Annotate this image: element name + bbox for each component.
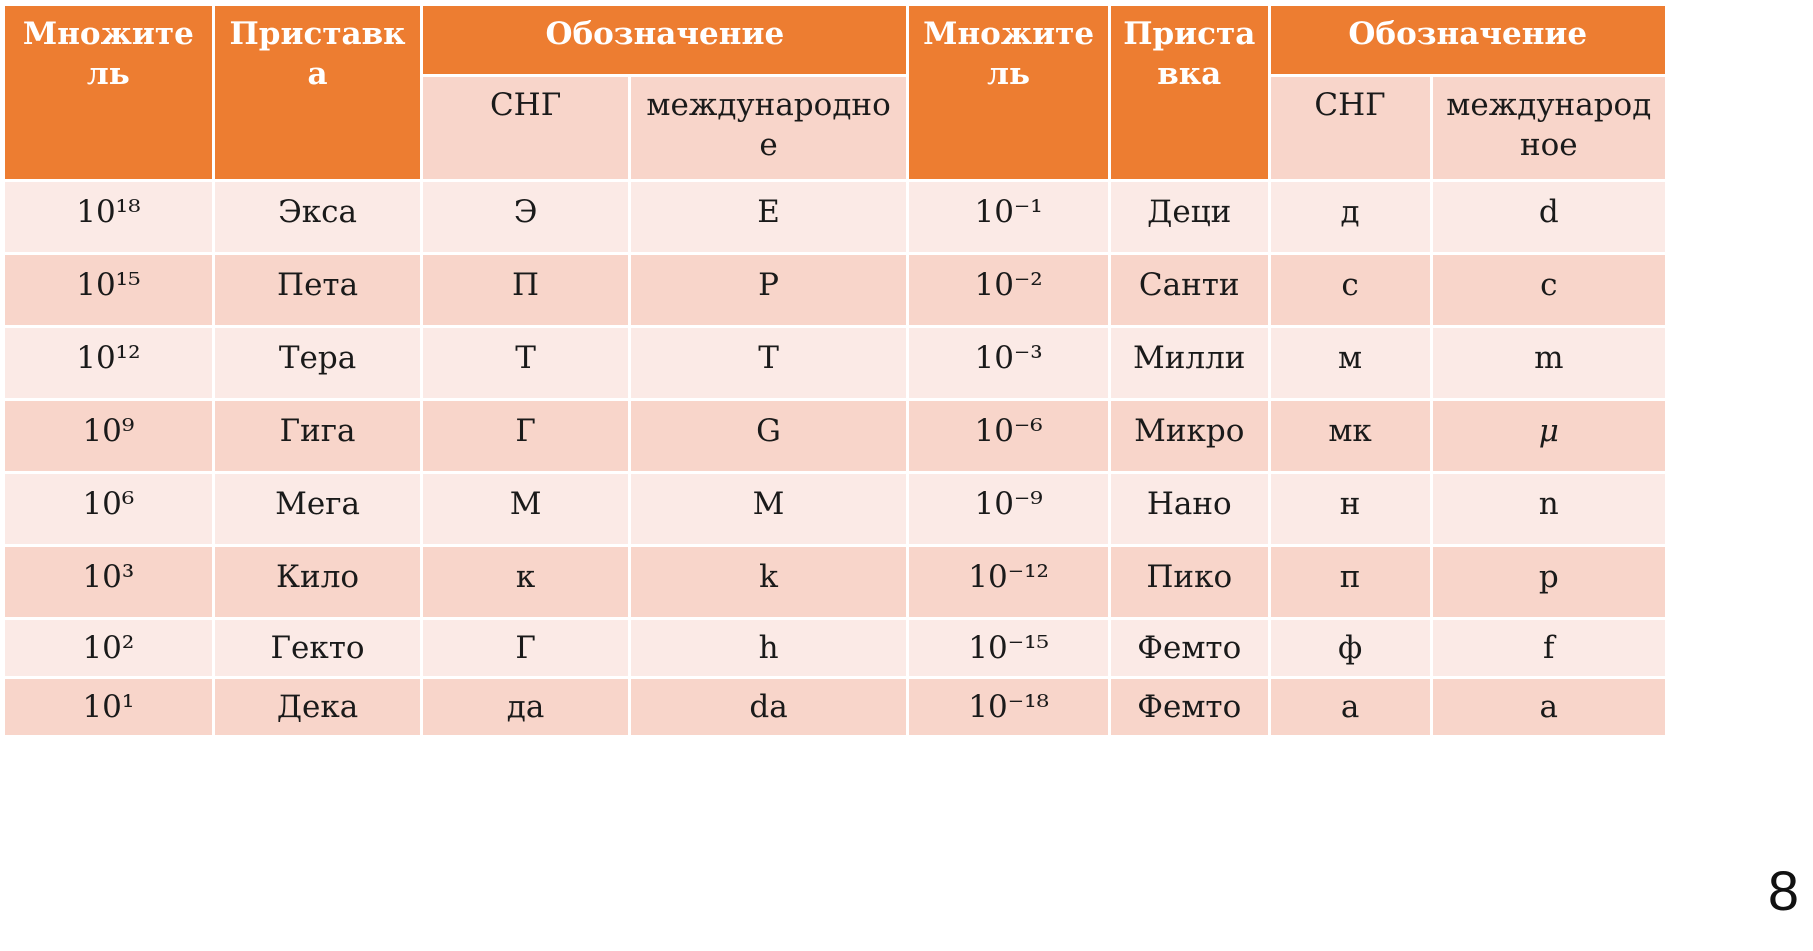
multiplier-cell: 10⁻⁶: [908, 400, 1110, 473]
prefix-cell: Микро: [1109, 400, 1269, 473]
intl-symbol-cell: E: [629, 181, 908, 254]
multiplier-cell: 10²: [4, 619, 214, 678]
subheader-intl-left: международно е: [629, 76, 908, 181]
prefix-cell: Санти: [1109, 254, 1269, 327]
prefix-cell: Гекто: [213, 619, 422, 678]
cis-symbol-cell: н: [1269, 473, 1431, 546]
si-prefix-table: [2, 3, 1668, 738]
header-designation-right: Обозначение: [1269, 5, 1666, 76]
table-row: [4, 546, 1667, 619]
multiplier-cell: 10¹⁵: [4, 254, 214, 327]
table-row: [4, 473, 1667, 546]
subheader-intl-right: международ ное: [1431, 76, 1666, 181]
prefix-cell: Гига: [213, 400, 422, 473]
cis-symbol-cell: д: [1269, 181, 1431, 254]
header-prefix-right: Приста вка: [1109, 5, 1269, 181]
prefix-cell: Тера: [213, 327, 422, 400]
cis-symbol-cell: с: [1269, 254, 1431, 327]
cis-symbol-cell: П: [422, 254, 629, 327]
cis-symbol-cell: Э: [422, 181, 629, 254]
cis-symbol-cell: Т: [422, 327, 629, 400]
intl-symbol-cell: c: [1431, 254, 1666, 327]
cis-symbol-cell: да: [422, 678, 629, 737]
page-number: 8: [1767, 859, 1799, 922]
cis-symbol-cell: м: [1269, 327, 1431, 400]
intl-symbol-cell: m: [1431, 327, 1666, 400]
table-row: [4, 619, 1667, 678]
cis-symbol-cell: п: [1269, 546, 1431, 619]
intl-symbol-cell: μ: [1431, 400, 1666, 473]
multiplier-cell: 10¹: [4, 678, 214, 737]
prefix-cell: Деци: [1109, 181, 1269, 254]
multiplier-cell: 10⁻¹²: [908, 546, 1110, 619]
prefix-cell: Пико: [1109, 546, 1269, 619]
intl-symbol-cell: n: [1431, 473, 1666, 546]
intl-symbol-cell: d: [1431, 181, 1666, 254]
table-row: [4, 181, 1667, 254]
prefix-cell: Нано: [1109, 473, 1269, 546]
intl-symbol-cell: k: [629, 546, 908, 619]
multiplier-cell: 10⁻¹: [908, 181, 1110, 254]
header-prefix-left: Приставк а: [213, 5, 422, 181]
multiplier-cell: 10¹²: [4, 327, 214, 400]
intl-symbol-cell: h: [629, 619, 908, 678]
prefix-cell: Милли: [1109, 327, 1269, 400]
intl-symbol-cell: p: [1431, 546, 1666, 619]
cis-symbol-cell: М: [422, 473, 629, 546]
prefix-cell: Пета: [213, 254, 422, 327]
multiplier-cell: 10⁹: [4, 400, 214, 473]
table-row: [4, 327, 1667, 400]
intl-symbol-cell: a: [1431, 678, 1666, 737]
intl-symbol-cell: T: [629, 327, 908, 400]
prefix-cell: Экса: [213, 181, 422, 254]
subheader-cis-left: СНГ: [422, 76, 629, 181]
cis-symbol-cell: к: [422, 546, 629, 619]
header-multiplier-right: Множите ль: [908, 5, 1110, 181]
prefix-cell: Кило: [213, 546, 422, 619]
prefix-cell: Фемто: [1109, 678, 1269, 737]
intl-symbol-cell: G: [629, 400, 908, 473]
multiplier-cell: 10⁻¹⁸: [908, 678, 1110, 737]
multiplier-cell: 10⁻¹⁵: [908, 619, 1110, 678]
intl-symbol-cell: M: [629, 473, 908, 546]
cis-symbol-cell: Г: [422, 400, 629, 473]
prefix-cell: Дека: [213, 678, 422, 737]
cis-symbol-cell: а: [1269, 678, 1431, 737]
intl-symbol-cell: P: [629, 254, 908, 327]
subheader-cis-right: СНГ: [1269, 76, 1431, 181]
intl-symbol-cell: f: [1431, 619, 1666, 678]
header-multiplier-left: Множите ль: [4, 5, 214, 181]
table-row: [4, 400, 1667, 473]
multiplier-cell: 10³: [4, 546, 214, 619]
multiplier-cell: 10⁶: [4, 473, 214, 546]
multiplier-cell: 10⁻³: [908, 327, 1110, 400]
prefix-cell: Фемто: [1109, 619, 1269, 678]
intl-symbol-cell: da: [629, 678, 908, 737]
cis-symbol-cell: ф: [1269, 619, 1431, 678]
cis-symbol-cell: мк: [1269, 400, 1431, 473]
multiplier-cell: 10¹⁸: [4, 181, 214, 254]
table-row: [4, 254, 1667, 327]
multiplier-cell: 10⁻²: [908, 254, 1110, 327]
table-row: [4, 678, 1667, 737]
prefix-cell: Мега: [213, 473, 422, 546]
cis-symbol-cell: Г: [422, 619, 629, 678]
header-designation-left: Обозначение: [422, 5, 908, 76]
multiplier-cell: 10⁻⁹: [908, 473, 1110, 546]
